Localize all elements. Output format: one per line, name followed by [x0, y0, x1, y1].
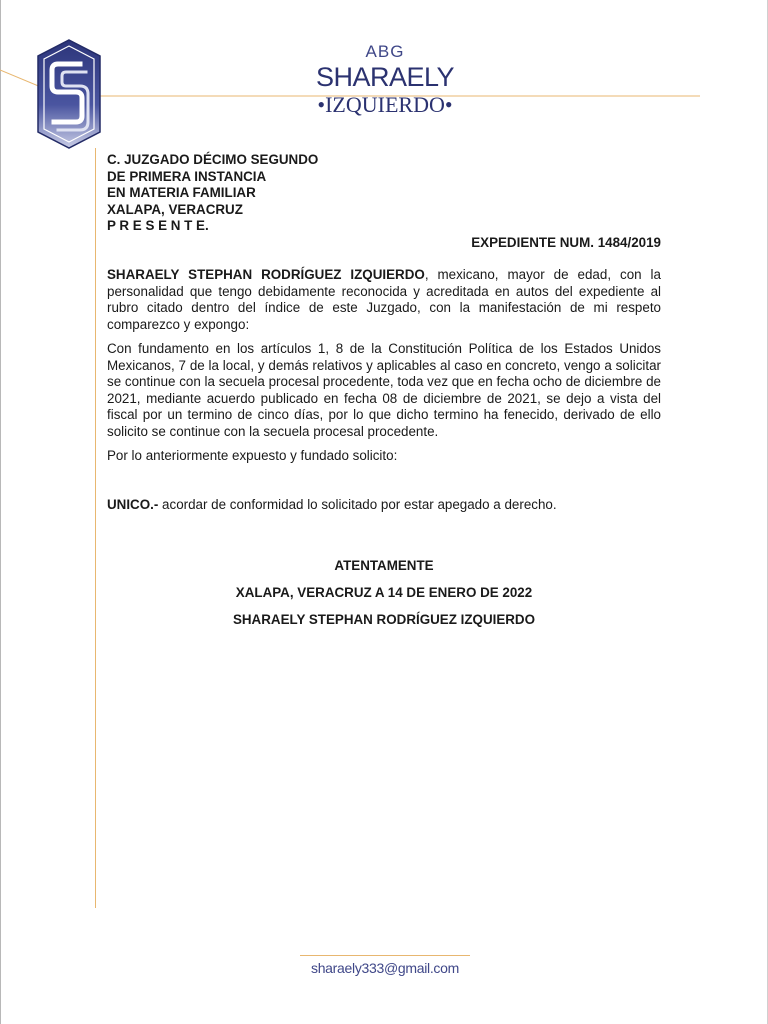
petition-label: UNICO.-: [107, 496, 159, 512]
ss-monogram-logo-icon: [36, 38, 102, 150]
request-lead-paragraph: Por lo anteriormente expuesto y fundado solicito:: [107, 448, 398, 463]
addressee-line: XALAPA, VERACRUZ: [107, 201, 243, 217]
petition-text: acordar de conformidad lo solicitado por estar apegado a derecho.: [158, 496, 557, 512]
letter-body: [107, 152, 661, 513]
addressee-line: P R E S E N T E.: [107, 218, 209, 233]
legal-basis-paragraph: Con fundamento en los artículos 1, 8 de la Constitución Política de los Estados Unidos Mexicanos, 7 de la local, y demás relativos y aplicables al caso en concreto, vengo a solicitar se continue con la secuela procesal procedente, toda vez que en fecha ocho de diciembre de 2021, mediante acuerdo publicado en fecha 08 de diciembre de 2021, se dejo a vista del fiscal por un termino de cinco días, por lo que dicho termino ha fenecido, derivado de ello solicito se continue con la secuela procesal procedente.: [107, 341, 661, 439]
closing-signer: SHARAELY STEPHAN RODRÍGUEZ IZQUIERDO: [232, 612, 536, 627]
brand-name: SHARAELY: [315, 62, 455, 92]
brand-wordmark: [300, 42, 470, 118]
footer-email: sharaely333@gmail.com: [311, 960, 459, 976]
addressee-line: C. JUZGADO DÉCIMO SEGUNDO: [107, 152, 319, 167]
addressee-line: EN MATERIA FAMILIAR: [107, 185, 256, 200]
introduction-paragraph: [107, 267, 661, 333]
case-number: EXPEDIENTE NUM. 1484/2019: [471, 234, 661, 250]
brand-surname: •IZQUIERDO•: [317, 92, 453, 117]
closing-salutation: ATENTAMENTE: [334, 558, 434, 573]
addressee-line: DE PRIMERA INSTANCIA: [107, 168, 267, 184]
footer-accent-line: [300, 955, 470, 956]
introduction-text: , mexicano, mayor de edad, con la personalidad que tengo debidamente reconocida y acreditada en autos del expediente al rubro citado dentro del índice de este Juzgado, con la manifestación de mi respeto comparezco y expongo:: [107, 267, 661, 332]
brand-prefix: ABG: [365, 42, 405, 61]
addressee-block: [107, 152, 661, 235]
page-edge-left: [0, 0, 1, 1024]
closing-place-date: XALAPA, VERACRUZ A 14 DE ENERO DE 2022: [235, 585, 533, 600]
petitioner-name: SHARAELY STEPHAN RODRÍGUEZ IZQUIERDO: [107, 267, 425, 282]
margin-accent-line: [95, 148, 96, 908]
petition-paragraph: [107, 497, 661, 514]
